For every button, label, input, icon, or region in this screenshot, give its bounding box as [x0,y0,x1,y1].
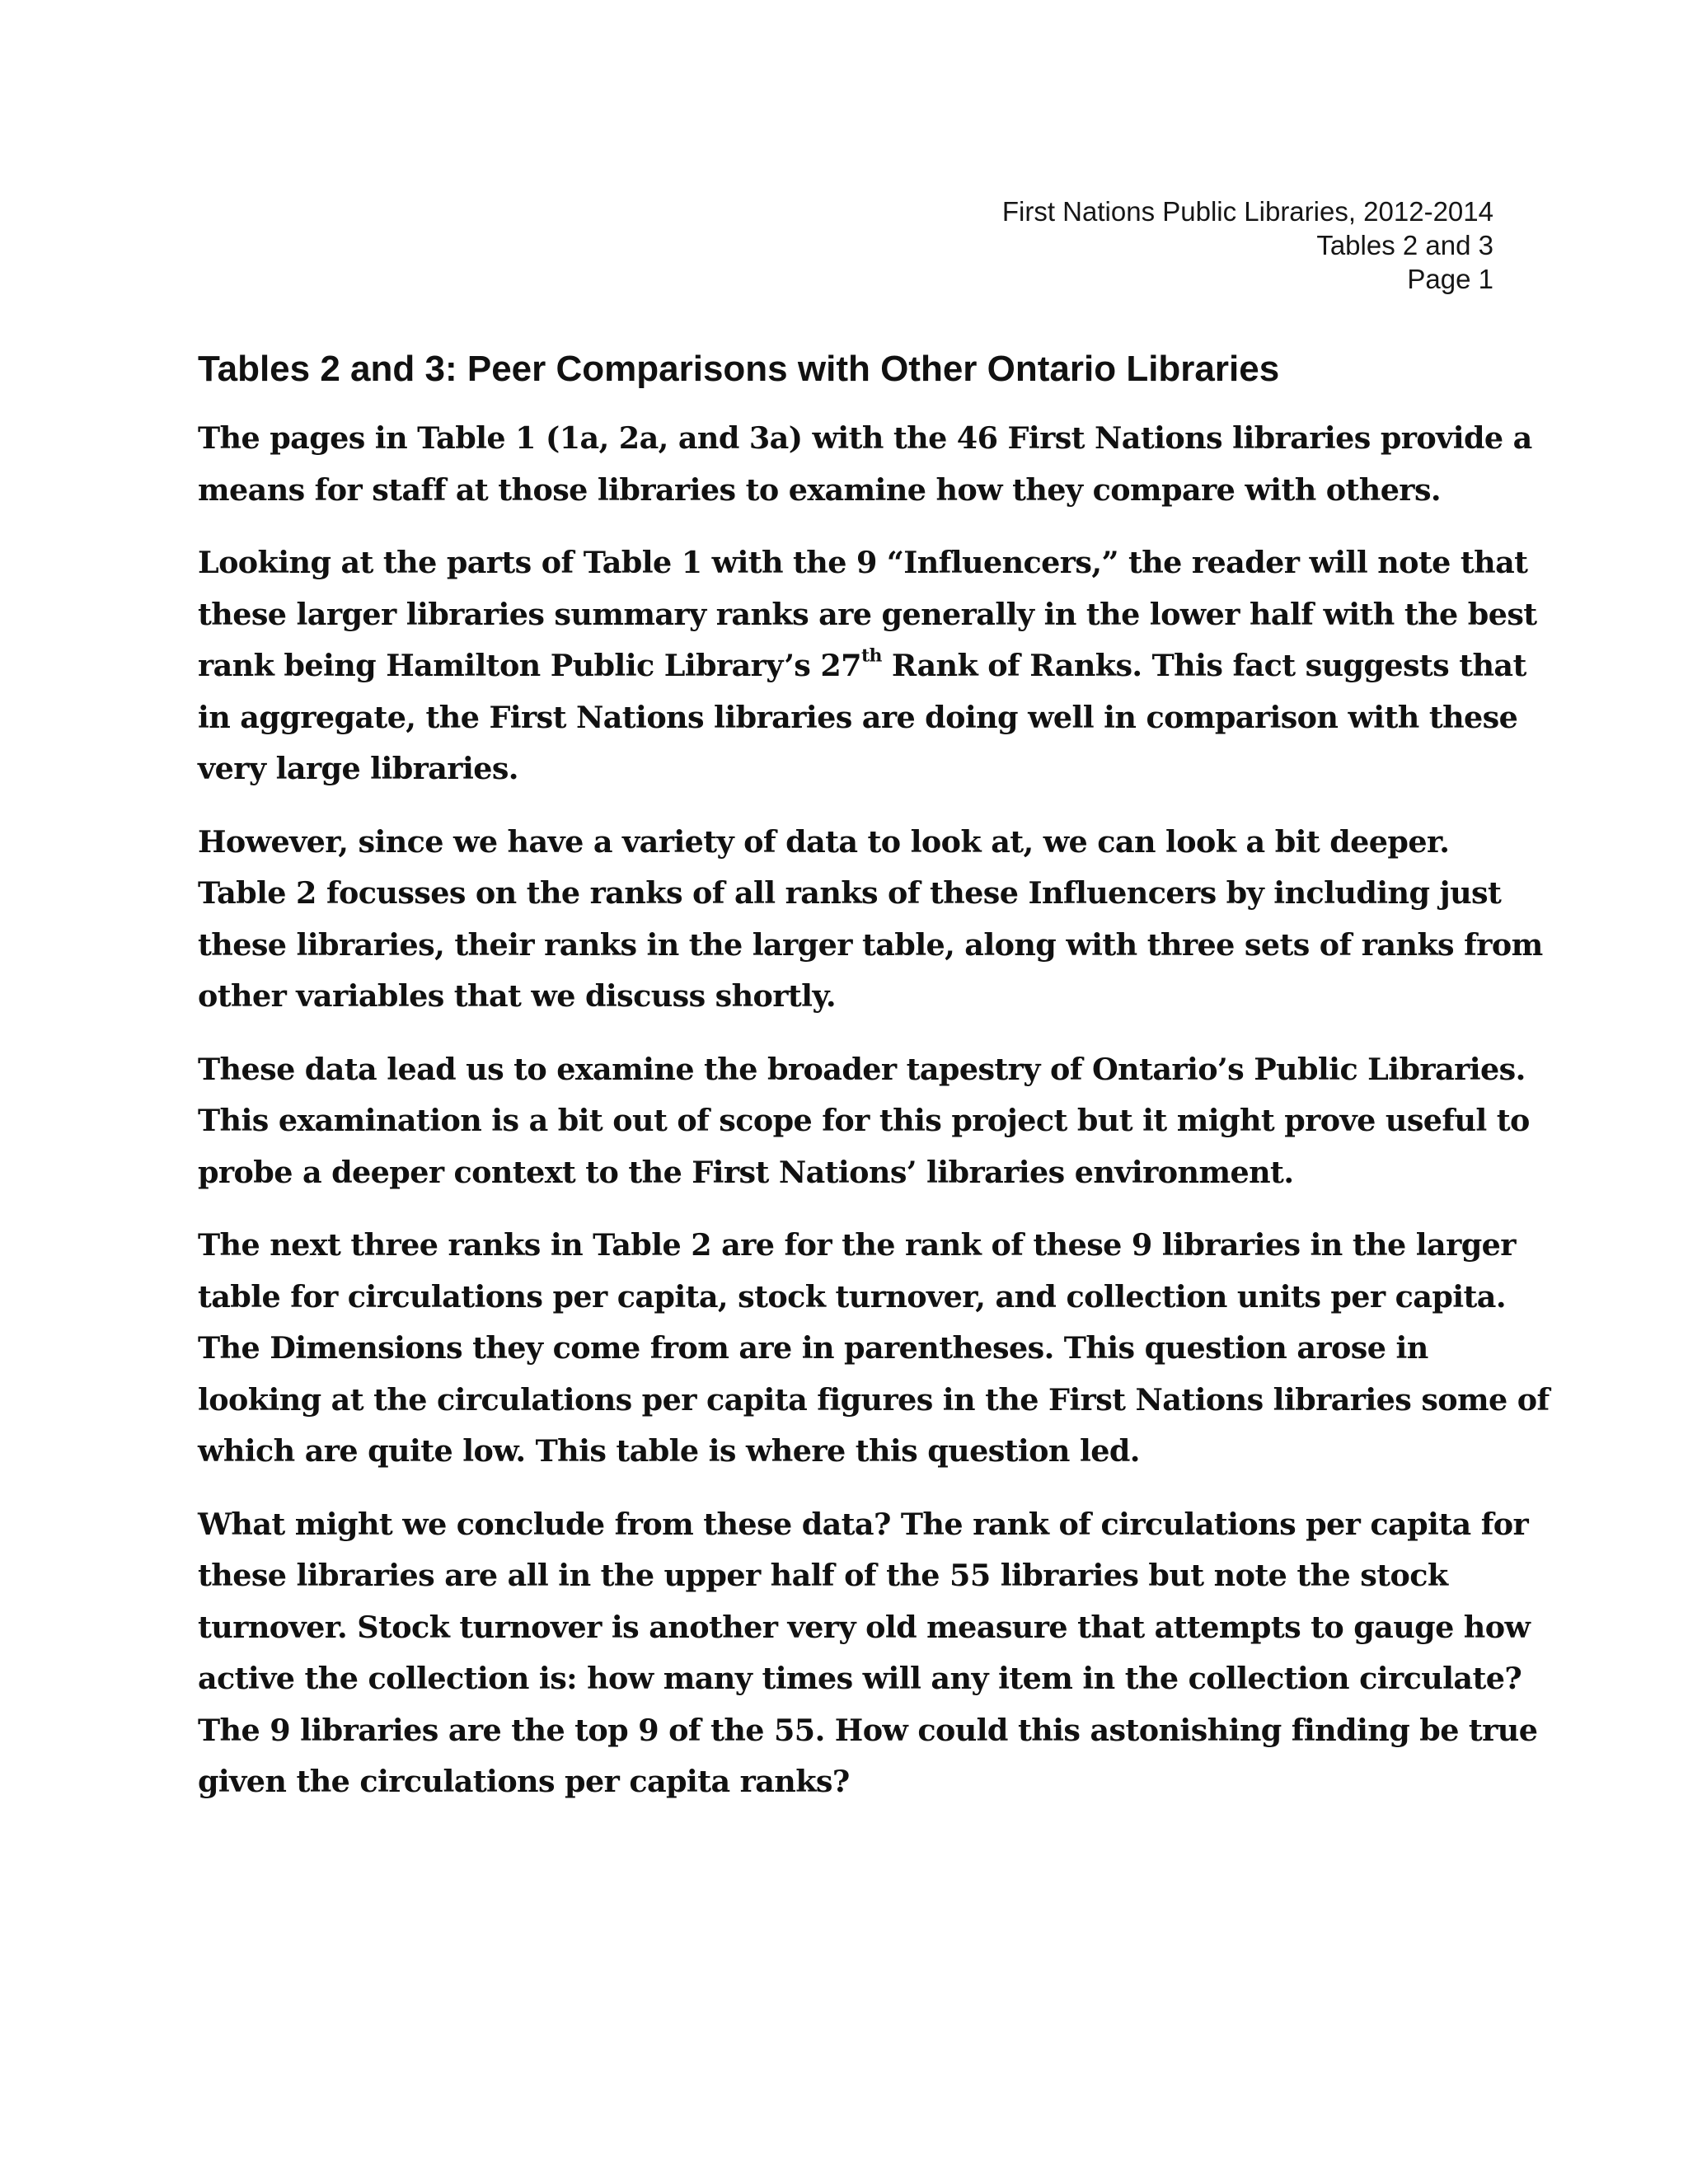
paragraph-line: given the circulations per capita ranks? [198,1764,850,1799]
paragraph-table1-intro [198,413,1532,516]
ordinal-suffix: th [860,644,882,667]
paragraph-line: What might we conclude from these data? The rank of circulations per capita for [198,1506,1529,1542]
paragraph-conclusion [198,1499,1538,1808]
document-body [198,346,1550,1830]
paragraph-line: The next three ranks in Table 2 are for the rank of these 9 libraries in the larger [198,1227,1516,1263]
paragraph-line: active the collection is: how many times will any item in the collection circulate? [198,1661,1522,1696]
paragraph-line: Looking at the parts of Table 1 with the 9 “Influencers,” the reader will note that [198,545,1528,580]
paragraph-line: these libraries are all in the upper half of the 55 libraries but note the stock [198,1558,1448,1593]
paragraph-line: This examination is a bit out of scope for this project but it might prove useful to [198,1103,1530,1138]
paragraph-line: However, since we have a variety of data to look at, we can look a bit deeper. [198,823,1450,860]
header-report-title: First Nations Public Libraries, 2012-2014 [1001,196,1493,227]
paragraph-line: The 9 libraries are the top 9 of the 55. How could this astonishing finding be true [198,1712,1538,1748]
paragraph-line: in aggregate, the First Nations libraries are doing well in comparison with these [198,699,1518,735]
paragraph-line: The Dimensions they come from are in parentheses. This question arose in [198,1330,1428,1366]
paragraph-line: which are quite low. This table is where this question led. [198,1433,1140,1469]
paragraph-line: these larger libraries summary ranks are generally in the lower half with the best [198,596,1537,632]
paragraph-line: probe a deeper context to the First Nations’ libraries environment. [198,1154,1294,1190]
paragraph-table2-focus [198,817,1543,1023]
paragraph-line: looking at the circulations per capita figures in the First Nations libraries some of [198,1381,1550,1418]
section-heading: Tables 2 and 3: Peer Comparisons with Other Ontario Libraries [198,349,1280,389]
paragraph-line: other variables that we discuss shortly. [198,978,836,1014]
paragraph-line: table for circulations per capita, stock turnover, and collection units per capita. [198,1278,1506,1315]
paragraph-next-three-ranks [198,1220,1550,1478]
paragraph-line: turnover. Stock turnover is another very old measure that attempts to gauge how [198,1609,1531,1645]
paragraph-line: means for staff at those libraries to examine how they compare with others. [198,471,1441,508]
rank-text-after: Rank of Ranks. This fact suggests that [881,648,1526,683]
header-section-title: Tables 2 and 3 [1316,230,1493,260]
paragraph-broader-tapestry [198,1044,1530,1199]
paragraph-line: The pages in Table 1 (1a, 2a, and 3a) with the 46 First Nations libraries provide a [198,420,1532,456]
paragraph-line [198,640,1526,692]
paragraph-line: very large libraries. [198,751,518,786]
rank-text-before: rank being Hamilton Public Library’s 27 [198,648,861,683]
running-header [752,194,1493,296]
paragraph-influencers [198,537,1537,795]
paragraph-line: These data lead us to examine the broader tapestry of Ontario’s Public Libraries. [198,1051,1526,1087]
header-page-number: Page 1 [1407,264,1493,294]
paragraph-line: Table 2 focusses on the ranks of all ranks of these Influencers by including just [198,875,1502,911]
paragraph-line: these libraries, their ranks in the larger table, along with three sets of ranks from [198,926,1543,963]
